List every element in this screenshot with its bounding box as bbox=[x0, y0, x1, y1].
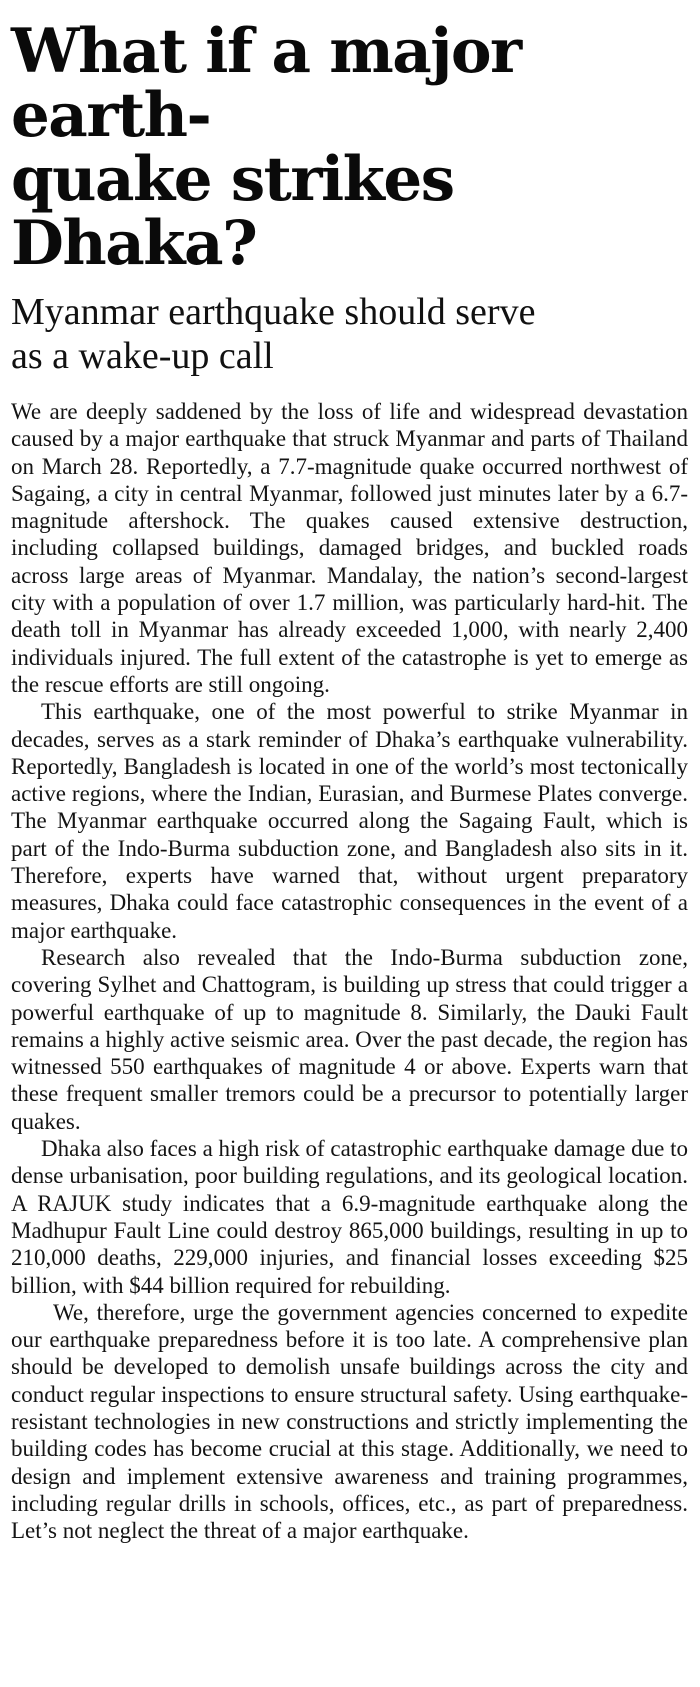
article-paragraph-1: We are deeply saddened by the loss of life and widespread devastation caused by a major earthquake that struck Myanmar and parts of Thailand on March 28. Reportedly, a 7.7-magnitude quake occurred northwest of Sagaing, a city in central Myanmar, followed just minutes later by a 6.7-magnitude aftershock. The quakes caused extensive destruction, including collapsed buildings, damaged bridges, and buckled roads across large areas of Myanmar. Mandalay, the nation’s second-largest city with a population of over 1.7 million, was particularly hard-hit. The death toll in Myanmar has already exceeded 1,000, with nearly 2,400 individuals injured. The full extent of the catastrophe is yet to emerge as the rescue efforts are still ongoing. bbox=[11, 399, 688, 697]
article-paragraph-3: Research also revealed that the Indo-Burma subduction zone, covering Sylhet and Chattogram, is building up stress that could trigger a powerful earthquake of up to magnitude 8. Similarly, the Dauki Fault remains a highly active seismic area. Over the past decade, the region has witnessed 550 earthquakes of magnitude 4 or above. Experts warn that these frequent smaller tremors could be a precursor to potentially larger quakes. bbox=[11, 944, 688, 1134]
article-subheadline: Myanmar earthquake should serve as a wake-up call bbox=[11, 291, 536, 377]
article-paragraph-4: Dhaka also faces a high risk of catastrophic earthquake damage due to dense urbanisation, poor building regulations, and its geological location. A RAJUK study indicates that a 6.9-magnitude earthquake along the Madhupur Fault Line could destroy 865,000 buildings, resulting in up to 210,000 deaths, 229,000 injuries, and financial losses exceeding $25 billion, with $44 billion required for rebuilding. bbox=[11, 1136, 688, 1298]
article-headline: What if a major earth- quake strikes Dhaka? bbox=[11, 16, 521, 279]
article-paragraph-5: We, therefore, urge the government agencies concerned to expedite our earthquake preparedness before it is too late. A comprehensive plan should be developed to demolish unsafe buildings across the city and conduct regular inspections to ensure structural safety. Using earthquake-resistant technologies in new constructions and strictly implementing the building codes has become crucial at this stage. Additionally, we need to design and implement extensive awareness and training programmes, including regular drills in schools, offices, etc., as part of preparedness. Let’s not neglect the threat of a major earthquake. bbox=[11, 1299, 688, 1544]
article-paragraph-2: This earthquake, one of the most powerful to strike Myanmar in decades, serves as a stark reminder of Dhaka’s earthquake vulnerability. Reportedly, Bangladesh is located in one of the world’s most tectonically active regions, where the Indian, Eurasian, and Burmese Plates converge. The Myanmar earthquake occurred along the Sagaing Fault, which is part of the Indo-Burma subduction zone, and Bangladesh also sits in it. Therefore, experts have warned that, without urgent preparatory measures, Dhaka could face catastrophic consequences in the event of a major earthquake. bbox=[11, 699, 688, 943]
article-body bbox=[11, 398, 688, 1544]
